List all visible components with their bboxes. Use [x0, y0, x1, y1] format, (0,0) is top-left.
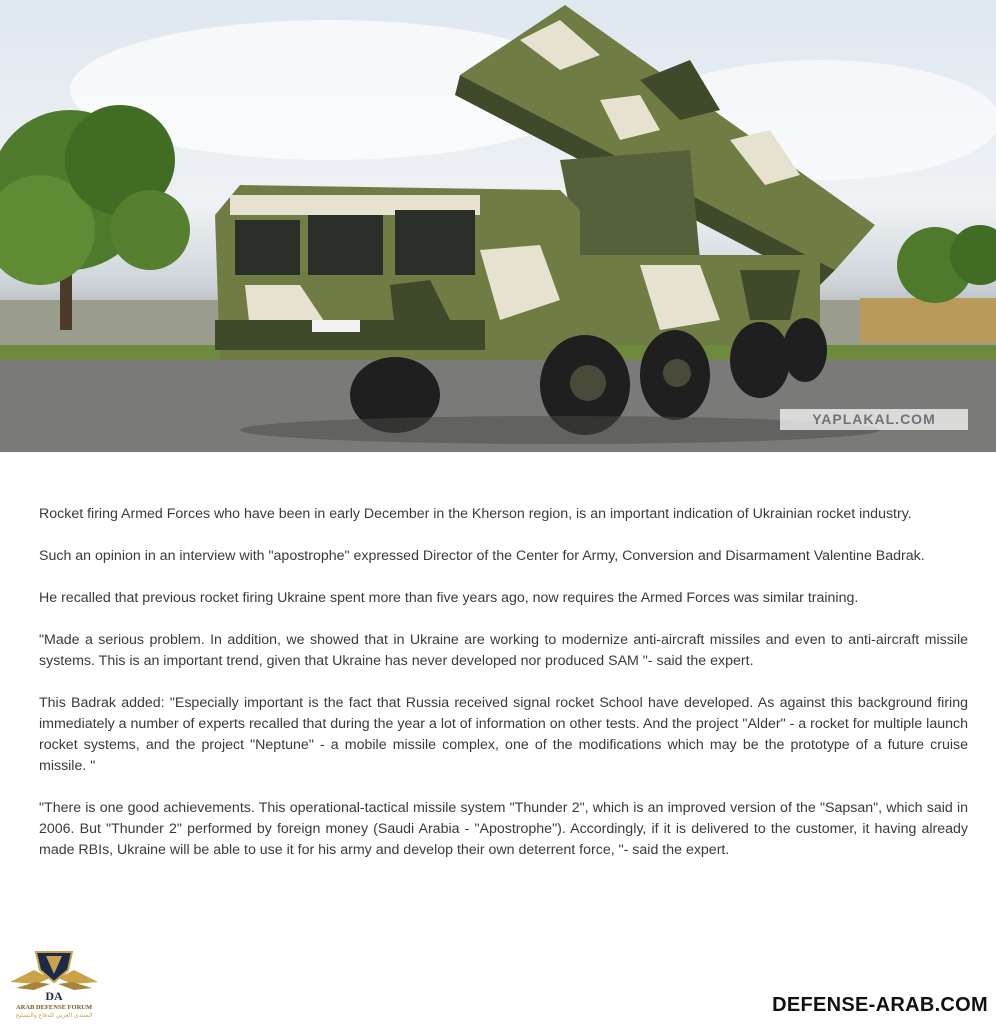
logo-text-en: ARAB DEFENSE FORUM — [15, 1004, 93, 1011]
eagle-shield-icon — [6, 948, 102, 1004]
arab-defense-forum-logo — [6, 948, 102, 1022]
article-photo — [0, 0, 996, 452]
logo-text-ar: المنتدى العربي للدفاع والتسليح — [15, 1012, 93, 1019]
rocket-launcher-illustration — [0, 0, 996, 452]
article-paragraph: "There is one good achievements. This operational-tactical missile system "Thunder 2", which is an improved version of the "Sapsan", which said in 2006. But "Thunder 2" performed by foreign money (Saudi Arabia - "Apostrophe"). Accordingly, if it is delivered to the customer, it having already made RBIs, Ukraine will be able to use it for his army and develop their own deterrent force, "- said the expert. — [39, 800, 968, 858]
article-paragraph: He recalled that previous rocket firing Ukraine spent more than five years ago, now requires the Armed Forces was similar training. — [39, 590, 859, 606]
article-body — [39, 504, 968, 882]
photo-watermark: YAPLAKAL.COM — [780, 409, 968, 430]
site-name: DEFENSE-ARAB.COM — [772, 994, 988, 1016]
article-paragraph: This Badrak added: "Especially important is the fact that Russia received signal rocket School have developed. As against this background firing immediately a number of experts recalled that during the year a lot of information on other tests. And the project "Alder" - a rocket for multiple launch rocket systems, and the project "Neptune" - a mobile missile complex, one of the modifications which may be the prototype of a future cruise missile. " — [39, 695, 968, 774]
article-paragraph: Such an opinion in an interview with "apostrophe" expressed Director of the Center for Army, Conversion and Disarmament Valentine Badrak. — [39, 548, 925, 564]
article-paragraph: "Made a serious problem. In addition, we showed that in Ukraine are working to modernize anti-aircraft missiles and even to anti-aircraft missile systems. This is an important trend, given that Ukraine has never developed nor produced SAM "- said the expert. — [39, 632, 968, 669]
article-paragraph: Rocket firing Armed Forces who have been in early December in the Kherson region, is an important indication of Ukrainian rocket industry. — [39, 506, 912, 522]
logo-mark: DA — [45, 989, 63, 1003]
